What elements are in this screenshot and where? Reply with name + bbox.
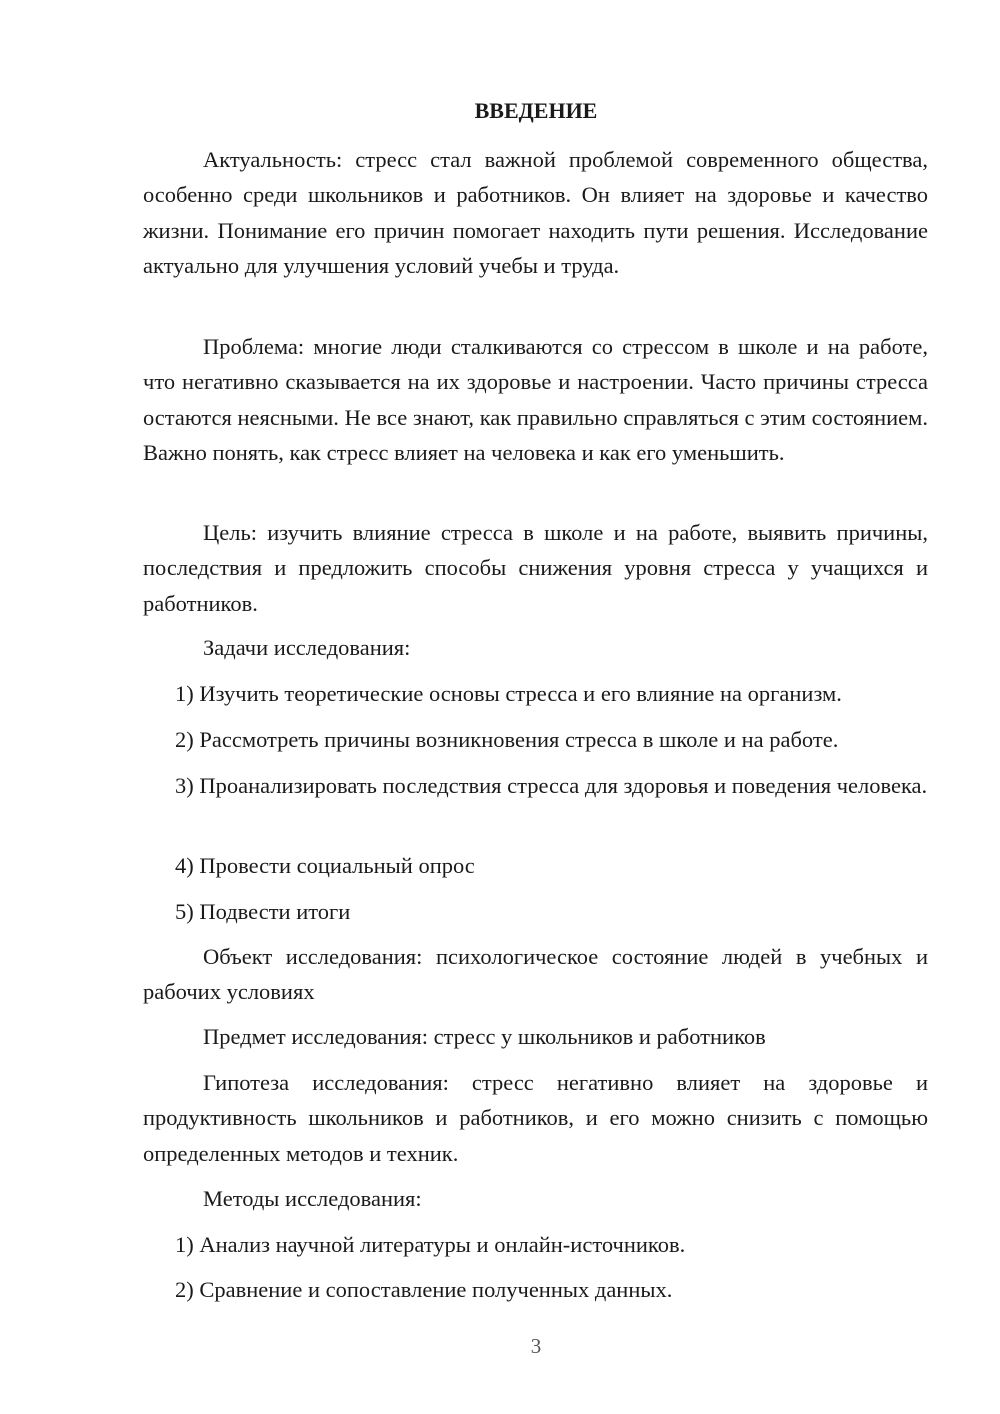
list-item: 3) Проанализировать последствия стресса для здоровья и поведения человека. [175, 773, 928, 798]
page-title: ВВЕДЕНИЕ [474, 98, 598, 123]
method-2-block [143, 1272, 928, 1307]
method-1-block [143, 1227, 928, 1262]
list-item: 1) Изучить теоретические основы стресса и его влияние на организм. [175, 681, 842, 706]
list-item: 2) Сравнение и сопоставление полученных данных. [175, 1277, 673, 1302]
list-item: 4) Провести социальный опрос [175, 853, 475, 878]
task-1-block [143, 676, 928, 711]
methods-heading: Методы исследования: [203, 1186, 422, 1211]
list-item: 1) Анализ научной литературы и онлайн-источников. [175, 1232, 686, 1257]
relevance-block [143, 142, 928, 283]
task-3-block [143, 768, 928, 803]
tasks-heading: Задачи исследования: [203, 635, 411, 660]
list-item: 5) Подвести итоги [175, 899, 351, 924]
object-paragraph: Объект исследования: психологическое состояние людей в учебных и рабочих условиях [143, 944, 928, 1005]
problem-paragraph: Проблема: многие люди сталкиваются со стрессом в школе и на работе, что негативно сказывается на их здоровье и настроении. Часто причины стресса остаются неясными. Не все знают, как правильно справляться с этим состоянием. Важно понять, как стресс влияет на человека и как его уменьшить. [143, 334, 928, 465]
task-4-block [143, 848, 928, 883]
tasks-heading-block [143, 630, 928, 665]
subject-paragraph: Предмет исследования: стресс у школьников и работников [203, 1024, 766, 1049]
task-5-block [143, 894, 928, 929]
methods-heading-block [143, 1181, 928, 1216]
hypothesis-block [143, 1065, 928, 1171]
list-item: 2) Рассмотреть причины возникновения стресса в школе и на работе. [175, 727, 839, 752]
relevance-paragraph: Актуальность: стресс стал важной проблемой современного общества, особенно среди школьников и работников. Он влияет на здоровье и качество жизни. Понимание его причин помогает находить пути решения. Исследование актуально для улучшения условий учебы и труда. [143, 147, 928, 278]
problem-block [143, 329, 928, 470]
goal-paragraph: Цель: изучить влияние стресса в школе и на работе, выявить причины, последствия и предложить способы снижения уровня стресса у учащихся и работников. [143, 520, 928, 616]
task-2-block [143, 722, 928, 757]
subject-block [143, 1019, 928, 1054]
hypothesis-paragraph: Гипотеза исследования: стресс негативно влияет на здоровье и продуктивность школьников и работников, и его можно снизить с помощью определенных методов и техник. [143, 1070, 928, 1166]
goal-block [143, 515, 928, 621]
object-block [143, 939, 928, 1010]
page-number: 3 [530, 1334, 542, 1358]
